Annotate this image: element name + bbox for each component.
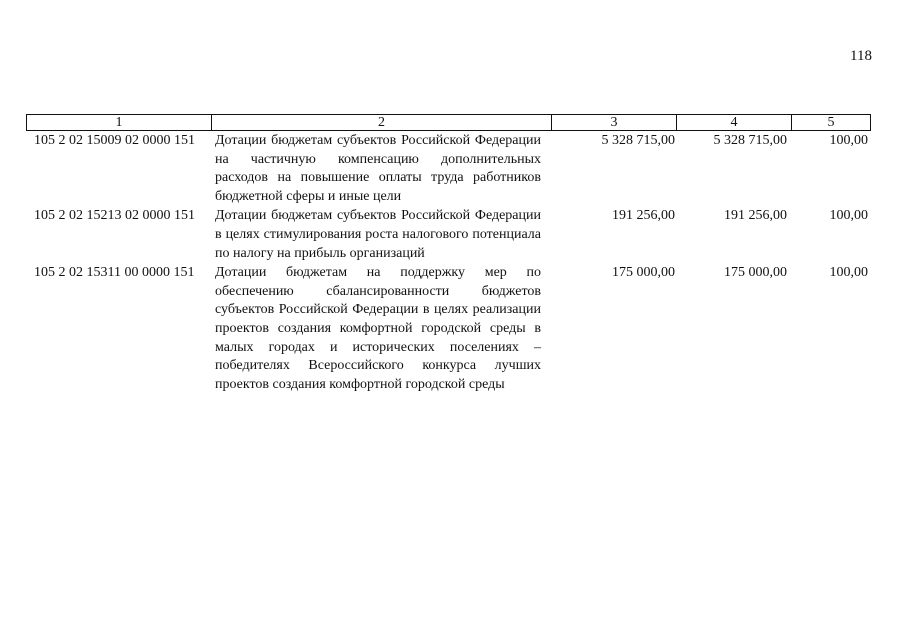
row-name: Дотации бюджетам субъектов Российской Федерации на частичную компенсацию дополнительных расходов на повышение оплаты труда работников бюджетной сферы и иные цели [215,133,541,204]
row-code: 105 2 02 15213 02 0000 151 [34,208,195,224]
column-header-5: 5 [792,114,871,131]
page-number: 118 [850,48,872,64]
column-header-4: 4 [677,114,792,131]
table-row [26,264,871,394]
row-value-col5: 100,00 [829,265,868,281]
column-header-3: 3 [552,114,677,131]
row-name: Дотации бюджетам субъектов Российской Федерации в целях стимулирования роста налогового потенциала по налогу на прибыль организаций [215,208,541,261]
budget-table [26,114,871,395]
row-value-col4: 191 256,00 [724,208,787,224]
row-value-col3: 175 000,00 [612,265,675,281]
column-header-1: 1 [26,114,212,131]
row-name: Дотации бюджетам на поддержку мер по обеспечению сбалансированности бюджетов субъектов Российской Федерации в целях реализации проектов создания комфортной городской среды в малых городах и исторических поселениях – победителях Всероссийского конкурса лучших проектов создания комфортной городской среды [215,265,541,392]
row-value-col3: 191 256,00 [612,208,675,224]
row-value-col5: 100,00 [829,133,868,148]
column-header-2: 2 [212,114,552,131]
table-row [26,132,871,206]
row-code: 105 2 02 15009 02 0000 151 [34,133,195,148]
row-value-col4: 5 328 715,00 [713,133,787,148]
row-code: 105 2 02 15311 00 0000 151 [34,265,195,281]
table-header-row [26,114,871,131]
row-value-col4: 175 000,00 [724,265,787,281]
table-row [26,207,871,263]
row-value-col3: 5 328 715,00 [601,133,675,148]
row-value-col5: 100,00 [829,208,868,224]
table-body [26,132,871,394]
